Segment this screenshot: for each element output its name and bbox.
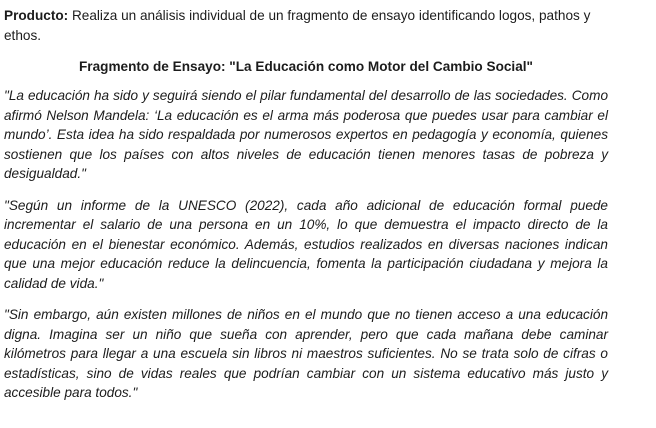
product-label: Producto: bbox=[4, 8, 69, 23]
document-page bbox=[4, 6, 608, 403]
essay-title: Fragmento de Ensayo: "La Educación como Motor del Cambio Social" bbox=[78, 59, 533, 74]
product-text: Realiza un análisis individual de un fragmento de ensayo identificando logos, pathos y ethos. bbox=[4, 8, 591, 43]
essay-paragraph-1: "La educación ha sido y seguirá siendo el pilar fundamental del desarrollo de las sociedades. Como afirmó Nelson Mandela: ‘La educación es el arma más poderosa que puedes usar para cambiar el mundo’. Esta idea ha sido respaldada por numerosos expertos en pedagogía y economía, quienes sostienen que los países con altos niveles de educación tienen menores tasas de pobreza y desigualdad." bbox=[4, 88, 608, 181]
essay-paragraph-3: "Sin embargo, aún existen millones de niños en el mundo que no tienen acceso a una educación digna. Imagina ser un niño que sueña con aprender, pero que cada mañana debe caminar kilómetros para llegar a una escuela sin libros ni maestros suficientes. No se trata solo de cifras o estadísticas, sino de vidas reales que podrían cambiar con un sistema educativo más justo y accesible para todos." bbox=[4, 307, 608, 400]
product-instruction bbox=[4, 6, 608, 46]
essay-paragraph-2: "Según un informe de la UNESCO (2022), cada año adicional de educación formal puede incrementar el salario de una persona en un 10%, lo que demuestra el impacto directo de la educación en el bienestar económico. Además, estudios realizados en diversas naciones indican que una mejor educación reduce la delincuencia, fomenta la participación ciudadana y mejora la calidad de vida." bbox=[4, 197, 608, 291]
